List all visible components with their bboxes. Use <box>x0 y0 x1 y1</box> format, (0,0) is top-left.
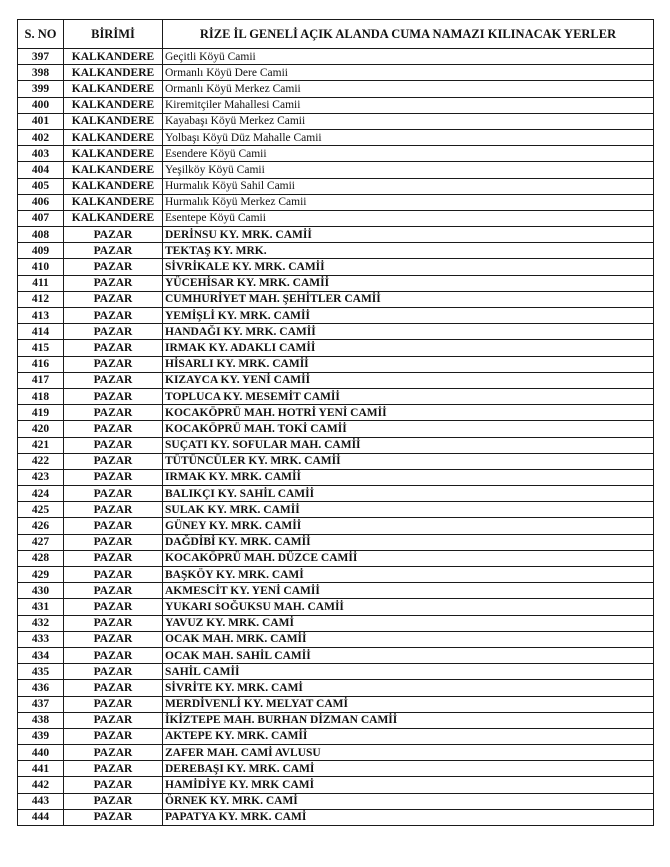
row-place: CUMHURİYET MAH. ŞEHİTLER CAMİİ <box>163 291 654 307</box>
table-row <box>18 227 654 243</box>
row-number: 442 <box>18 777 64 793</box>
row-unit: PAZAR <box>64 664 163 680</box>
row-unit: PAZAR <box>64 227 163 243</box>
table-row <box>18 502 654 518</box>
row-unit: PAZAR <box>64 761 163 777</box>
row-number: 417 <box>18 372 64 388</box>
row-number: 440 <box>18 745 64 761</box>
table-row <box>18 324 654 340</box>
table-row <box>18 194 654 210</box>
row-number: 400 <box>18 97 64 113</box>
table-row <box>18 178 654 194</box>
table-row <box>18 583 654 599</box>
table-row <box>18 647 654 663</box>
row-place: ÖRNEK KY. MRK. CAMİ <box>163 793 654 809</box>
table-row <box>18 129 654 145</box>
row-number: 411 <box>18 275 64 291</box>
row-number: 401 <box>18 113 64 129</box>
row-number: 441 <box>18 761 64 777</box>
row-number: 425 <box>18 502 64 518</box>
row-number: 420 <box>18 421 64 437</box>
row-number: 422 <box>18 453 64 469</box>
row-unit: KALKANDERE <box>64 97 163 113</box>
row-number: 414 <box>18 324 64 340</box>
row-place: ZAFER MAH. CAMİ AVLUSU <box>163 745 654 761</box>
row-place: Geçitli Köyü Camii <box>163 49 654 65</box>
row-place: Kiremitçiler Mahallesi Camii <box>163 97 654 113</box>
table-header-row <box>18 20 654 49</box>
row-place: AKMESCİT KY. YENİ CAMİİ <box>163 583 654 599</box>
table-row <box>18 162 654 178</box>
row-number: 429 <box>18 567 64 583</box>
table-row <box>18 486 654 502</box>
row-number: 406 <box>18 194 64 210</box>
row-place: KOCAKÖPRÜ MAH. TOKİ CAMİİ <box>163 421 654 437</box>
table-row <box>18 777 654 793</box>
table-row <box>18 372 654 388</box>
row-place: SİVRİTE KY. MRK. CAMİ <box>163 680 654 696</box>
row-place: OCAK MAH. SAHİL CAMİİ <box>163 647 654 663</box>
row-unit: KALKANDERE <box>64 81 163 97</box>
row-number: 444 <box>18 809 64 825</box>
row-unit: PAZAR <box>64 259 163 275</box>
row-unit: PAZAR <box>64 421 163 437</box>
row-number: 439 <box>18 728 64 744</box>
header-unit: BİRİMİ <box>64 20 163 49</box>
table-row <box>18 308 654 324</box>
row-number: 403 <box>18 146 64 162</box>
row-place: SULAK KY. MRK. CAMİİ <box>163 502 654 518</box>
row-unit: PAZAR <box>64 308 163 324</box>
row-unit: KALKANDERE <box>64 129 163 145</box>
row-unit: PAZAR <box>64 728 163 744</box>
table-row <box>18 809 654 825</box>
row-number: 433 <box>18 631 64 647</box>
row-number: 424 <box>18 486 64 502</box>
row-place: AKTEPE KY. MRK. CAMİİ <box>163 728 654 744</box>
row-place: KIZAYCA KY. YENİ CAMİİ <box>163 372 654 388</box>
table-row <box>18 113 654 129</box>
row-unit: PAZAR <box>64 405 163 421</box>
row-place: IRMAK KY. ADAKLI CAMİİ <box>163 340 654 356</box>
table-row <box>18 696 654 712</box>
row-unit: KALKANDERE <box>64 49 163 65</box>
row-place: TEKTAŞ KY. MRK. <box>163 243 654 259</box>
row-unit: PAZAR <box>64 615 163 631</box>
table-row <box>18 453 654 469</box>
row-unit: PAZAR <box>64 583 163 599</box>
row-place: MERDİVENLİ KY. MELYAT CAMİ <box>163 696 654 712</box>
row-place: DERİNSU KY. MRK. CAMİİ <box>163 227 654 243</box>
row-place: Hurmalık Köyü Sahil Camii <box>163 178 654 194</box>
table-row <box>18 728 654 744</box>
table-row <box>18 631 654 647</box>
row-place: SAHİL CAMİİ <box>163 664 654 680</box>
row-place: İKİZTEPE MAH. BURHAN DİZMAN CAMİİ <box>163 712 654 728</box>
table-row <box>18 291 654 307</box>
row-place: Ormanlı Köyü Merkez Camii <box>163 81 654 97</box>
row-unit: PAZAR <box>64 291 163 307</box>
row-unit: PAZAR <box>64 696 163 712</box>
table-row <box>18 275 654 291</box>
table-row <box>18 97 654 113</box>
row-number: 415 <box>18 340 64 356</box>
row-unit: PAZAR <box>64 712 163 728</box>
row-unit: PAZAR <box>64 631 163 647</box>
row-number: 431 <box>18 599 64 615</box>
row-unit: PAZAR <box>64 502 163 518</box>
row-number: 408 <box>18 227 64 243</box>
row-unit: PAZAR <box>64 388 163 404</box>
table-body <box>18 49 654 826</box>
row-unit: PAZAR <box>64 567 163 583</box>
row-unit: PAZAR <box>64 356 163 372</box>
row-unit: PAZAR <box>64 777 163 793</box>
row-unit: KALKANDERE <box>64 210 163 226</box>
row-unit: PAZAR <box>64 745 163 761</box>
row-place: YÜCEHİSAR KY. MRK. CAMİİ <box>163 275 654 291</box>
row-number: 432 <box>18 615 64 631</box>
row-place: Esendere Köyü Camii <box>163 146 654 162</box>
table-row <box>18 81 654 97</box>
row-place: Kayabaşı Köyü Merkez Camii <box>163 113 654 129</box>
row-place: BAŞKÖY KY. MRK. CAMİ <box>163 567 654 583</box>
row-unit: PAZAR <box>64 680 163 696</box>
table-row <box>18 793 654 809</box>
row-unit: PAZAR <box>64 469 163 485</box>
table-row <box>18 340 654 356</box>
row-place: HANDAĞI KY. MRK. CAMİİ <box>163 324 654 340</box>
row-place: SİVRİKALE KY. MRK. CAMİİ <box>163 259 654 275</box>
table-row <box>18 567 654 583</box>
row-place: TÜTÜNCÜLER KY. MRK. CAMİİ <box>163 453 654 469</box>
table-row <box>18 210 654 226</box>
row-number: 409 <box>18 243 64 259</box>
row-place: Esentepe Köyü Camii <box>163 210 654 226</box>
row-unit: KALKANDERE <box>64 162 163 178</box>
row-place: Ormanlı Köyü Dere Camii <box>163 65 654 81</box>
row-number: 436 <box>18 680 64 696</box>
row-unit: KALKANDERE <box>64 146 163 162</box>
row-number: 426 <box>18 518 64 534</box>
header-sno: S. NO <box>18 20 64 49</box>
row-number: 405 <box>18 178 64 194</box>
row-unit: PAZAR <box>64 599 163 615</box>
row-number: 443 <box>18 793 64 809</box>
row-number: 402 <box>18 129 64 145</box>
row-number: 423 <box>18 469 64 485</box>
row-number: 434 <box>18 647 64 663</box>
table-row <box>18 664 654 680</box>
row-place: Hurmalık Köyü Merkez Camii <box>163 194 654 210</box>
row-number: 399 <box>18 81 64 97</box>
header-title: RİZE İL GENELİ AÇIK ALANDA CUMA NAMAZI KILINACAK YERLER <box>163 20 654 49</box>
table-row <box>18 761 654 777</box>
mosque-list-table <box>17 19 654 826</box>
table-row <box>18 469 654 485</box>
row-place: YAVUZ KY. MRK. CAMİ <box>163 615 654 631</box>
row-unit: PAZAR <box>64 486 163 502</box>
row-unit: PAZAR <box>64 437 163 453</box>
row-number: 427 <box>18 534 64 550</box>
row-unit: PAZAR <box>64 275 163 291</box>
table-row <box>18 599 654 615</box>
row-unit: PAZAR <box>64 809 163 825</box>
table-row <box>18 712 654 728</box>
row-place: Yeşilköy Köyü Camii <box>163 162 654 178</box>
table-row <box>18 49 654 65</box>
row-number: 413 <box>18 308 64 324</box>
row-number: 398 <box>18 65 64 81</box>
row-unit: KALKANDERE <box>64 113 163 129</box>
row-number: 404 <box>18 162 64 178</box>
table-row <box>18 259 654 275</box>
row-unit: PAZAR <box>64 550 163 566</box>
row-place: GÜNEY KY. MRK. CAMİİ <box>163 518 654 534</box>
row-number: 437 <box>18 696 64 712</box>
row-number: 410 <box>18 259 64 275</box>
row-unit: KALKANDERE <box>64 194 163 210</box>
row-place: Yolbaşı Köyü Düz Mahalle Camii <box>163 129 654 145</box>
row-unit: PAZAR <box>64 518 163 534</box>
row-number: 428 <box>18 550 64 566</box>
row-number: 435 <box>18 664 64 680</box>
table-row <box>18 356 654 372</box>
row-number: 397 <box>18 49 64 65</box>
row-number: 418 <box>18 388 64 404</box>
row-number: 416 <box>18 356 64 372</box>
table-row <box>18 65 654 81</box>
row-number: 407 <box>18 210 64 226</box>
table-row <box>18 405 654 421</box>
table-row <box>18 745 654 761</box>
table-row <box>18 680 654 696</box>
row-place: DAĞDİBİ KY. MRK. CAMİİ <box>163 534 654 550</box>
row-unit: PAZAR <box>64 534 163 550</box>
table-row <box>18 388 654 404</box>
row-place: TOPLUCA KY. MESEMİT CAMİİ <box>163 388 654 404</box>
table-row <box>18 534 654 550</box>
row-number: 438 <box>18 712 64 728</box>
row-place: KOCAKÖPRÜ MAH. HOTRİ YENİ CAMİİ <box>163 405 654 421</box>
row-unit: PAZAR <box>64 647 163 663</box>
row-unit: PAZAR <box>64 372 163 388</box>
row-place: YEMİŞLİ KY. MRK. CAMİİ <box>163 308 654 324</box>
row-unit: KALKANDERE <box>64 65 163 81</box>
table-row <box>18 615 654 631</box>
table-row <box>18 437 654 453</box>
table-row <box>18 243 654 259</box>
row-unit: PAZAR <box>64 340 163 356</box>
row-number: 419 <box>18 405 64 421</box>
row-place: KOCAKÖPRÜ MAH. DÜZCE CAMİİ <box>163 550 654 566</box>
row-unit: PAZAR <box>64 324 163 340</box>
row-place: HAMİDİYE KY. MRK CAMİ <box>163 777 654 793</box>
row-unit: PAZAR <box>64 793 163 809</box>
row-number: 412 <box>18 291 64 307</box>
row-unit: KALKANDERE <box>64 178 163 194</box>
row-place: BALIKÇI KY. SAHİL CAMİİ <box>163 486 654 502</box>
row-number: 430 <box>18 583 64 599</box>
row-place: YUKARI SOĞUKSU MAH. CAMİİ <box>163 599 654 615</box>
row-place: SUÇATI KY. SOFULAR MAH. CAMİİ <box>163 437 654 453</box>
row-place: IRMAK KY. MRK. CAMİİ <box>163 469 654 485</box>
row-unit: PAZAR <box>64 453 163 469</box>
row-place: PAPATYA KY. MRK. CAMİ <box>163 809 654 825</box>
row-place: HİSARLI KY. MRK. CAMİİ <box>163 356 654 372</box>
row-place: OCAK MAH. MRK. CAMİİ <box>163 631 654 647</box>
table-row <box>18 518 654 534</box>
table-row <box>18 550 654 566</box>
row-number: 421 <box>18 437 64 453</box>
row-unit: PAZAR <box>64 243 163 259</box>
table-row <box>18 421 654 437</box>
row-place: DEREBAŞI KY. MRK. CAMİ <box>163 761 654 777</box>
table-row <box>18 146 654 162</box>
